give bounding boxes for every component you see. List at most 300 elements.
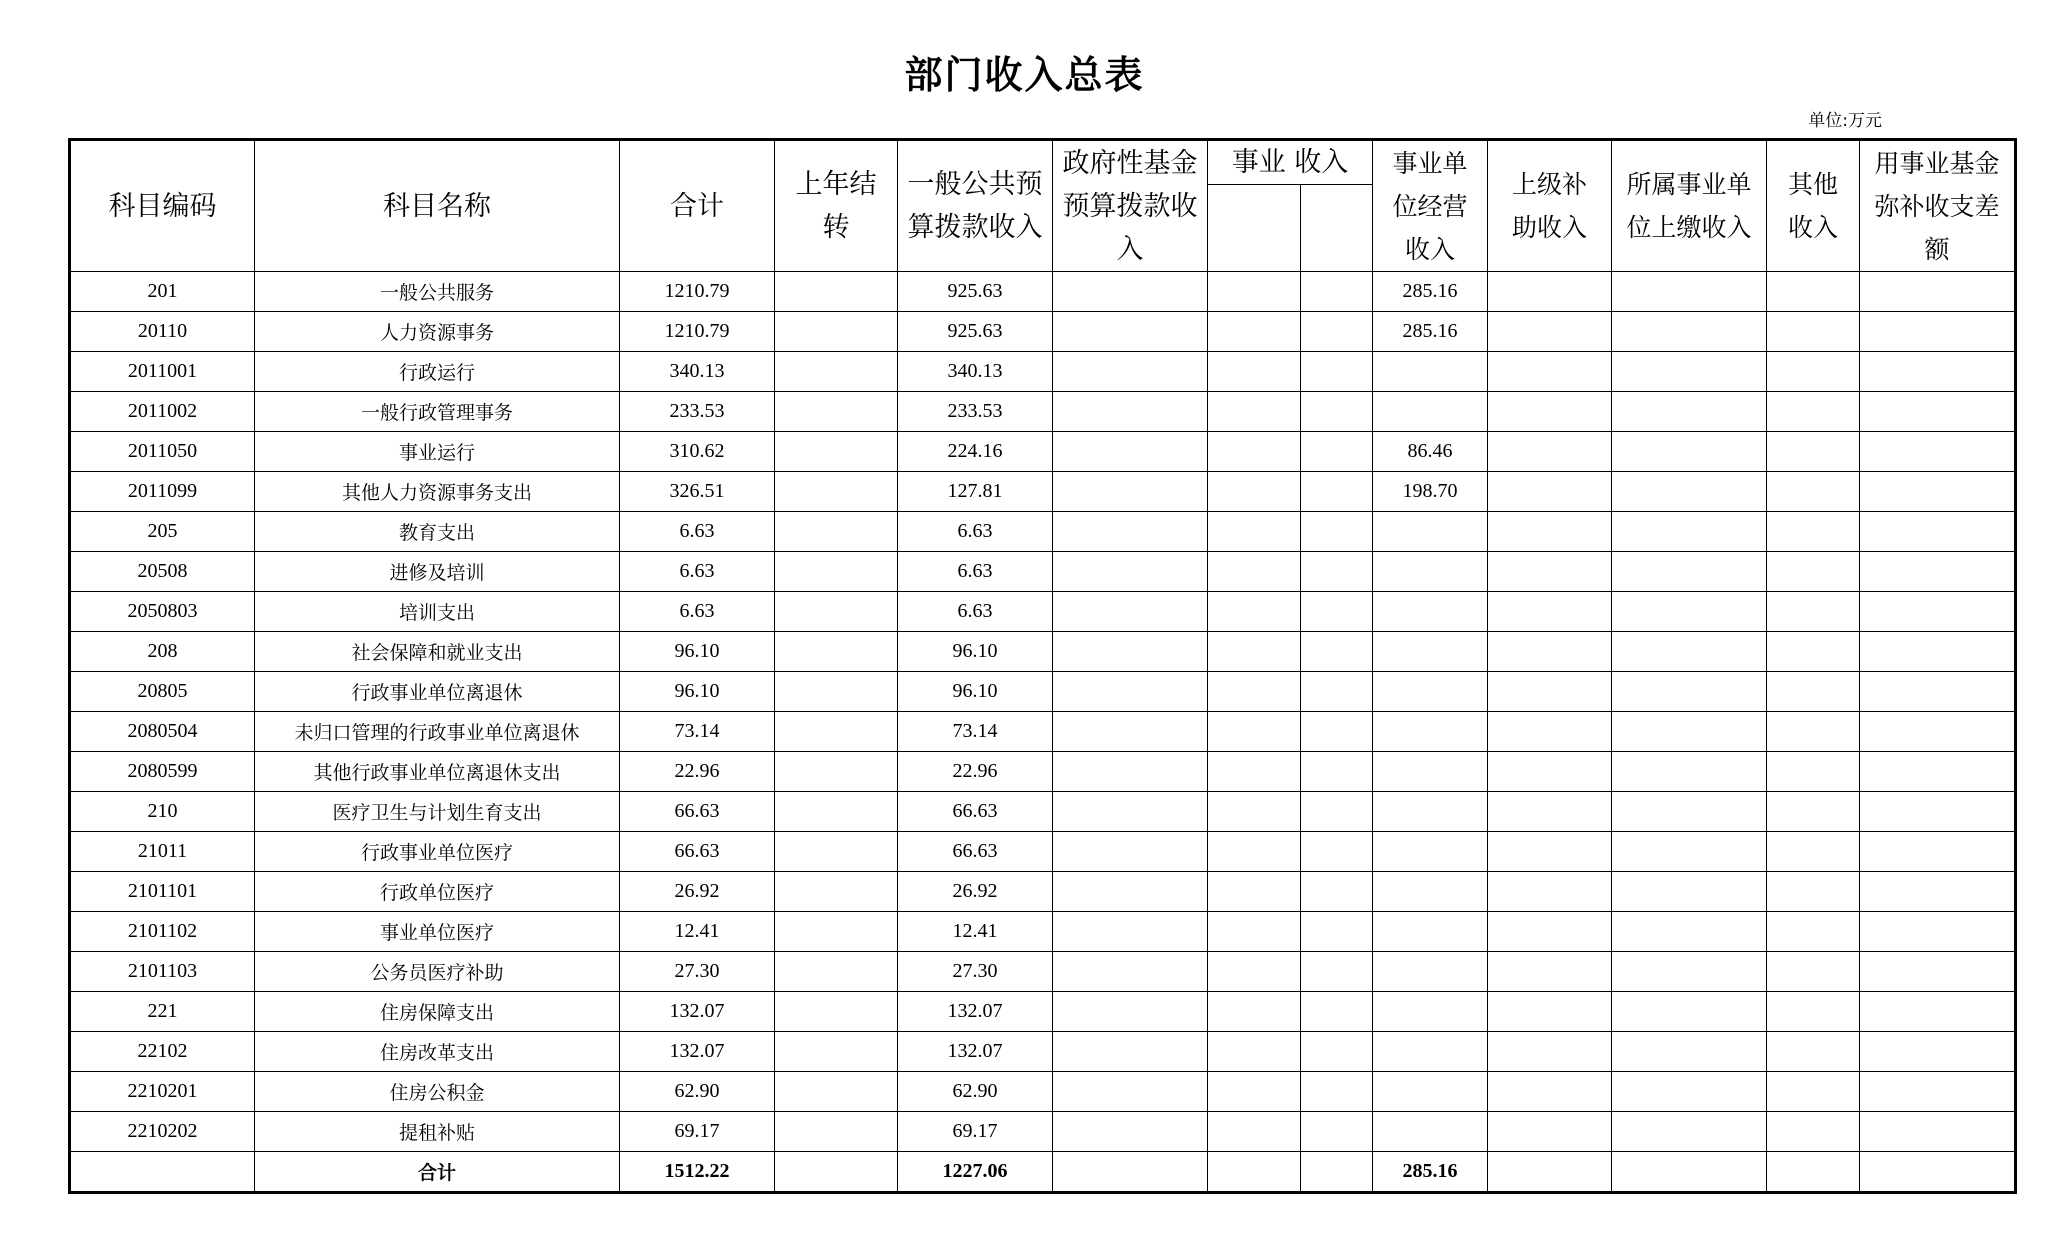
cell-gov-fund	[1053, 912, 1208, 952]
cell-affiliated-payment	[1612, 752, 1767, 792]
cell-superior-subsidy	[1488, 552, 1612, 592]
cell-other	[1767, 832, 1860, 872]
cell-carryover	[775, 472, 898, 512]
cell-gov-fund	[1053, 792, 1208, 832]
header-unit-operating: 事业单位经营收入	[1373, 140, 1488, 272]
cell-superior-subsidy	[1488, 672, 1612, 712]
cell-superior-subsidy	[1488, 352, 1612, 392]
cell-fund-offset	[1860, 832, 2016, 872]
cell-superior-subsidy	[1488, 712, 1612, 752]
cell-business-1	[1208, 632, 1301, 672]
cell-superior-subsidy	[1488, 432, 1612, 472]
cell-affiliated-payment	[1612, 712, 1767, 752]
cell-fund-offset	[1860, 752, 2016, 792]
cell-code: 2011099	[70, 472, 255, 512]
table-row	[70, 712, 2016, 752]
cell-total: 233.53	[620, 392, 775, 432]
table-row	[70, 792, 2016, 832]
cell-carryover	[775, 912, 898, 952]
header-business-sub-2	[1301, 185, 1373, 272]
cell-code: 2080599	[70, 752, 255, 792]
header-superior-subsidy: 上级补助收入	[1488, 140, 1612, 272]
cell-unit-operating	[1373, 792, 1488, 832]
table-row	[70, 992, 2016, 1032]
cell-general-budget: 925.63	[898, 312, 1053, 352]
cell-total: 96.10	[620, 632, 775, 672]
cell-carryover	[775, 952, 898, 992]
cell-superior-subsidy	[1488, 1072, 1612, 1112]
total-row	[70, 1152, 2016, 1193]
cell-superior-subsidy	[1488, 992, 1612, 1032]
cell-gov-fund	[1053, 392, 1208, 432]
cell-affiliated-payment	[1612, 912, 1767, 952]
cell-business-1	[1208, 832, 1301, 872]
table-row	[70, 832, 2016, 872]
cell-total: 132.07	[620, 1032, 775, 1072]
cell-code: 20508	[70, 552, 255, 592]
cell-affiliated-payment	[1612, 512, 1767, 552]
cell-code: 221	[70, 992, 255, 1032]
cell-unit-operating: 198.70	[1373, 472, 1488, 512]
cell-name: 一般公共服务	[255, 272, 620, 312]
cell-gov-fund	[1053, 872, 1208, 912]
cell-general-budget: 127.81	[898, 472, 1053, 512]
cell-carryover	[775, 792, 898, 832]
cell-carryover	[775, 672, 898, 712]
cell-affiliated-payment	[1612, 952, 1767, 992]
cell-other	[1767, 792, 1860, 832]
cell-name: 行政事业单位医疗	[255, 832, 620, 872]
cell-total: 73.14	[620, 712, 775, 752]
cell-fund-offset	[1860, 552, 2016, 592]
cell-total: 132.07	[620, 992, 775, 1032]
cell-other	[1767, 352, 1860, 392]
cell-carryover	[775, 432, 898, 472]
cell-fund-offset	[1860, 992, 2016, 1032]
cell-affiliated-payment	[1612, 792, 1767, 832]
cell-gov-fund	[1053, 712, 1208, 752]
cell-gov-fund	[1053, 1152, 1208, 1193]
cell-gov-fund	[1053, 632, 1208, 672]
cell-general-budget: 96.10	[898, 632, 1053, 672]
cell-name: 培训支出	[255, 592, 620, 632]
cell-other	[1767, 712, 1860, 752]
cell-business-2	[1301, 712, 1373, 752]
cell-other	[1767, 1112, 1860, 1152]
cell-unit-operating	[1373, 872, 1488, 912]
cell-general-budget: 233.53	[898, 392, 1053, 432]
table-row	[70, 672, 2016, 712]
cell-general-budget: 6.63	[898, 592, 1053, 632]
cell-code: 22102	[70, 1032, 255, 1072]
cell-gov-fund	[1053, 1112, 1208, 1152]
cell-general-budget: 22.96	[898, 752, 1053, 792]
cell-carryover	[775, 592, 898, 632]
cell-general-budget: 69.17	[898, 1112, 1053, 1152]
table-row	[70, 312, 2016, 352]
cell-code: 205	[70, 512, 255, 552]
cell-code: 2011050	[70, 432, 255, 472]
cell-unit-operating	[1373, 952, 1488, 992]
cell-other	[1767, 512, 1860, 552]
cell-superior-subsidy	[1488, 752, 1612, 792]
cell-name: 教育支出	[255, 512, 620, 552]
cell-code: 2210202	[70, 1112, 255, 1152]
table-row	[70, 632, 2016, 672]
table-row	[70, 1112, 2016, 1152]
cell-total: 66.63	[620, 832, 775, 872]
cell-business-1	[1208, 792, 1301, 832]
cell-business-2	[1301, 432, 1373, 472]
cell-general-budget: 340.13	[898, 352, 1053, 392]
cell-code: 20110	[70, 312, 255, 352]
cell-total: 27.30	[620, 952, 775, 992]
cell-general-budget: 27.30	[898, 952, 1053, 992]
header-fund-offset: 用事业基金弥补收支差额	[1860, 140, 2016, 272]
cell-carryover	[775, 752, 898, 792]
cell-business-1	[1208, 512, 1301, 552]
cell-unit-operating	[1373, 1112, 1488, 1152]
cell-carryover	[775, 1152, 898, 1193]
cell-total: 340.13	[620, 352, 775, 392]
cell-business-2	[1301, 272, 1373, 312]
cell-business-1	[1208, 472, 1301, 512]
cell-fund-offset	[1860, 872, 2016, 912]
cell-business-1	[1208, 672, 1301, 712]
cell-superior-subsidy	[1488, 912, 1612, 952]
cell-gov-fund	[1053, 552, 1208, 592]
cell-affiliated-payment	[1612, 1152, 1767, 1193]
cell-code: 2011001	[70, 352, 255, 392]
cell-name: 医疗卫生与计划生育支出	[255, 792, 620, 832]
cell-business-1	[1208, 1152, 1301, 1193]
cell-general-budget: 96.10	[898, 672, 1053, 712]
cell-total: 6.63	[620, 592, 775, 632]
table-row	[70, 512, 2016, 552]
cell-business-2	[1301, 752, 1373, 792]
header-general-budget: 一般公共预算拨款收入	[898, 140, 1053, 272]
cell-general-budget: 62.90	[898, 1072, 1053, 1112]
cell-total: 62.90	[620, 1072, 775, 1112]
cell-fund-offset	[1860, 272, 2016, 312]
header-other: 其他收入	[1767, 140, 1860, 272]
cell-other	[1767, 752, 1860, 792]
cell-general-budget: 925.63	[898, 272, 1053, 312]
header-code: 科目编码	[70, 140, 255, 272]
cell-code: 2101102	[70, 912, 255, 952]
cell-other	[1767, 592, 1860, 632]
cell-fund-offset	[1860, 1152, 2016, 1193]
cell-affiliated-payment	[1612, 472, 1767, 512]
cell-business-1	[1208, 1032, 1301, 1072]
cell-fund-offset	[1860, 912, 2016, 952]
table-row	[70, 472, 2016, 512]
cell-fund-offset	[1860, 672, 2016, 712]
cell-affiliated-payment	[1612, 832, 1767, 872]
cell-fund-offset	[1860, 512, 2016, 552]
cell-gov-fund	[1053, 1032, 1208, 1072]
cell-fund-offset	[1860, 312, 2016, 352]
cell-superior-subsidy	[1488, 1112, 1612, 1152]
cell-other	[1767, 1072, 1860, 1112]
cell-fund-offset	[1860, 352, 2016, 392]
cell-unit-operating	[1373, 992, 1488, 1032]
cell-business-1	[1208, 712, 1301, 752]
cell-business-2	[1301, 912, 1373, 952]
cell-superior-subsidy	[1488, 952, 1612, 992]
header-gov-fund: 政府性基金预算拨款收入	[1053, 140, 1208, 272]
cell-gov-fund	[1053, 752, 1208, 792]
cell-business-1	[1208, 1072, 1301, 1112]
cell-general-budget: 26.92	[898, 872, 1053, 912]
table-row	[70, 912, 2016, 952]
cell-affiliated-payment	[1612, 632, 1767, 672]
cell-other	[1767, 392, 1860, 432]
header-business-sub-1	[1208, 185, 1301, 272]
cell-gov-fund	[1053, 592, 1208, 632]
cell-code: 2101103	[70, 952, 255, 992]
cell-affiliated-payment	[1612, 992, 1767, 1032]
cell-affiliated-payment	[1612, 352, 1767, 392]
cell-carryover	[775, 992, 898, 1032]
cell-code: 2210201	[70, 1072, 255, 1112]
cell-unit-operating	[1373, 1072, 1488, 1112]
table-row	[70, 352, 2016, 392]
cell-superior-subsidy	[1488, 592, 1612, 632]
cell-general-budget: 224.16	[898, 432, 1053, 472]
cell-name: 行政单位医疗	[255, 872, 620, 912]
cell-superior-subsidy	[1488, 512, 1612, 552]
header-total: 合计	[620, 140, 775, 272]
cell-gov-fund	[1053, 672, 1208, 712]
cell-fund-offset	[1860, 1112, 2016, 1152]
cell-name: 住房公积金	[255, 1072, 620, 1112]
cell-name: 行政运行	[255, 352, 620, 392]
cell-business-2	[1301, 672, 1373, 712]
cell-general-budget: 12.41	[898, 912, 1053, 952]
cell-other	[1767, 552, 1860, 592]
cell-affiliated-payment	[1612, 872, 1767, 912]
cell-name: 事业单位医疗	[255, 912, 620, 952]
cell-superior-subsidy	[1488, 1152, 1612, 1193]
cell-business-1	[1208, 1112, 1301, 1152]
cell-total: 1512.22	[620, 1152, 775, 1193]
cell-carryover	[775, 712, 898, 752]
table-row	[70, 872, 2016, 912]
cell-fund-offset	[1860, 1072, 2016, 1112]
cell-total: 310.62	[620, 432, 775, 472]
cell-fund-offset	[1860, 1032, 2016, 1072]
cell-total: 1210.79	[620, 272, 775, 312]
cell-unit-operating	[1373, 512, 1488, 552]
cell-other	[1767, 1032, 1860, 1072]
cell-code: 2011002	[70, 392, 255, 432]
cell-business-2	[1301, 552, 1373, 592]
cell-name: 进修及培训	[255, 552, 620, 592]
unit-label: 单位:万元	[1808, 111, 1882, 131]
cell-general-budget: 132.07	[898, 992, 1053, 1032]
cell-name: 合计	[255, 1152, 620, 1193]
cell-unit-operating	[1373, 352, 1488, 392]
cell-affiliated-payment	[1612, 312, 1767, 352]
cell-other	[1767, 992, 1860, 1032]
cell-name: 事业运行	[255, 432, 620, 472]
table-row	[70, 1072, 2016, 1112]
cell-gov-fund	[1053, 432, 1208, 472]
cell-other	[1767, 472, 1860, 512]
cell-affiliated-payment	[1612, 552, 1767, 592]
cell-other	[1767, 272, 1860, 312]
cell-affiliated-payment	[1612, 1072, 1767, 1112]
cell-carryover	[775, 1032, 898, 1072]
cell-carryover	[775, 1112, 898, 1152]
cell-affiliated-payment	[1612, 1112, 1767, 1152]
cell-code: 20805	[70, 672, 255, 712]
cell-code: 21011	[70, 832, 255, 872]
cell-business-2	[1301, 512, 1373, 552]
cell-name: 住房改革支出	[255, 1032, 620, 1072]
cell-business-2	[1301, 832, 1373, 872]
cell-fund-offset	[1860, 712, 2016, 752]
page-title: 部门收入总表	[904, 53, 1145, 97]
cell-total: 96.10	[620, 672, 775, 712]
cell-affiliated-payment	[1612, 432, 1767, 472]
cell-fund-offset	[1860, 632, 2016, 672]
cell-name: 公务员医疗补助	[255, 952, 620, 992]
cell-carryover	[775, 272, 898, 312]
cell-business-2	[1301, 472, 1373, 512]
cell-total: 1210.79	[620, 312, 775, 352]
cell-name: 社会保障和就业支出	[255, 632, 620, 672]
cell-fund-offset	[1860, 952, 2016, 992]
cell-business-2	[1301, 792, 1373, 832]
cell-carryover	[775, 872, 898, 912]
cell-code: 201	[70, 272, 255, 312]
cell-superior-subsidy	[1488, 832, 1612, 872]
cell-carryover	[775, 352, 898, 392]
cell-other	[1767, 912, 1860, 952]
cell-total: 66.63	[620, 792, 775, 832]
cell-gov-fund	[1053, 512, 1208, 552]
cell-fund-offset	[1860, 432, 2016, 472]
cell-name: 人力资源事务	[255, 312, 620, 352]
cell-gov-fund	[1053, 272, 1208, 312]
cell-business-2	[1301, 1072, 1373, 1112]
cell-general-budget: 132.07	[898, 1032, 1053, 1072]
cell-unit-operating	[1373, 552, 1488, 592]
cell-business-2	[1301, 1032, 1373, 1072]
cell-gov-fund	[1053, 832, 1208, 872]
cell-total: 26.92	[620, 872, 775, 912]
cell-unit-operating	[1373, 912, 1488, 952]
cell-name: 其他行政事业单位离退休支出	[255, 752, 620, 792]
table-row	[70, 592, 2016, 632]
cell-business-2	[1301, 1112, 1373, 1152]
cell-name: 行政事业单位离退休	[255, 672, 620, 712]
cell-carryover	[775, 632, 898, 672]
cell-unit-operating: 285.16	[1373, 312, 1488, 352]
cell-fund-offset	[1860, 792, 2016, 832]
cell-affiliated-payment	[1612, 1032, 1767, 1072]
cell-gov-fund	[1053, 952, 1208, 992]
cell-business-1	[1208, 392, 1301, 432]
cell-business-1	[1208, 992, 1301, 1032]
cell-business-1	[1208, 752, 1301, 792]
header-affiliated-payment: 所属事业单位上缴收入	[1612, 140, 1767, 272]
cell-total: 6.63	[620, 512, 775, 552]
cell-code	[70, 1152, 255, 1193]
table-row	[70, 552, 2016, 592]
cell-unit-operating: 86.46	[1373, 432, 1488, 472]
cell-gov-fund	[1053, 472, 1208, 512]
table-row	[70, 272, 2016, 312]
cell-carryover	[775, 552, 898, 592]
cell-carryover	[775, 1072, 898, 1112]
cell-general-budget: 6.63	[898, 552, 1053, 592]
cell-business-2	[1301, 392, 1373, 432]
cell-other	[1767, 432, 1860, 472]
cell-unit-operating	[1373, 712, 1488, 752]
cell-unit-operating: 285.16	[1373, 272, 1488, 312]
cell-superior-subsidy	[1488, 632, 1612, 672]
cell-business-2	[1301, 632, 1373, 672]
table-row	[70, 1032, 2016, 1072]
cell-carryover	[775, 392, 898, 432]
cell-business-2	[1301, 1152, 1373, 1193]
header-business-income: 事业 收入	[1208, 140, 1373, 185]
cell-total: 326.51	[620, 472, 775, 512]
table-row	[70, 432, 2016, 472]
cell-superior-subsidy	[1488, 792, 1612, 832]
cell-affiliated-payment	[1612, 392, 1767, 432]
cell-total: 12.41	[620, 912, 775, 952]
cell-business-1	[1208, 952, 1301, 992]
cell-total: 6.63	[620, 552, 775, 592]
cell-business-2	[1301, 872, 1373, 912]
cell-other	[1767, 672, 1860, 712]
cell-unit-operating	[1373, 832, 1488, 872]
cell-gov-fund	[1053, 992, 1208, 1032]
cell-fund-offset	[1860, 472, 2016, 512]
cell-gov-fund	[1053, 1072, 1208, 1112]
cell-other	[1767, 632, 1860, 672]
cell-unit-operating	[1373, 392, 1488, 432]
cell-affiliated-payment	[1612, 672, 1767, 712]
cell-business-1	[1208, 872, 1301, 912]
cell-superior-subsidy	[1488, 872, 1612, 912]
cell-carryover	[775, 512, 898, 552]
cell-superior-subsidy	[1488, 272, 1612, 312]
cell-fund-offset	[1860, 592, 2016, 632]
table-row	[70, 752, 2016, 792]
cell-code: 208	[70, 632, 255, 672]
cell-superior-subsidy	[1488, 312, 1612, 352]
cell-carryover	[775, 312, 898, 352]
cell-carryover	[775, 832, 898, 872]
cell-name: 未归口管理的行政事业单位离退休	[255, 712, 620, 752]
cell-business-1	[1208, 552, 1301, 592]
table-row	[70, 952, 2016, 992]
cell-superior-subsidy	[1488, 392, 1612, 432]
cell-business-2	[1301, 592, 1373, 632]
cell-total: 69.17	[620, 1112, 775, 1152]
cell-unit-operating	[1373, 1032, 1488, 1072]
table-row	[70, 392, 2016, 432]
cell-superior-subsidy	[1488, 472, 1612, 512]
cell-business-2	[1301, 352, 1373, 392]
cell-business-1	[1208, 272, 1301, 312]
income-summary-table	[68, 138, 2017, 1194]
